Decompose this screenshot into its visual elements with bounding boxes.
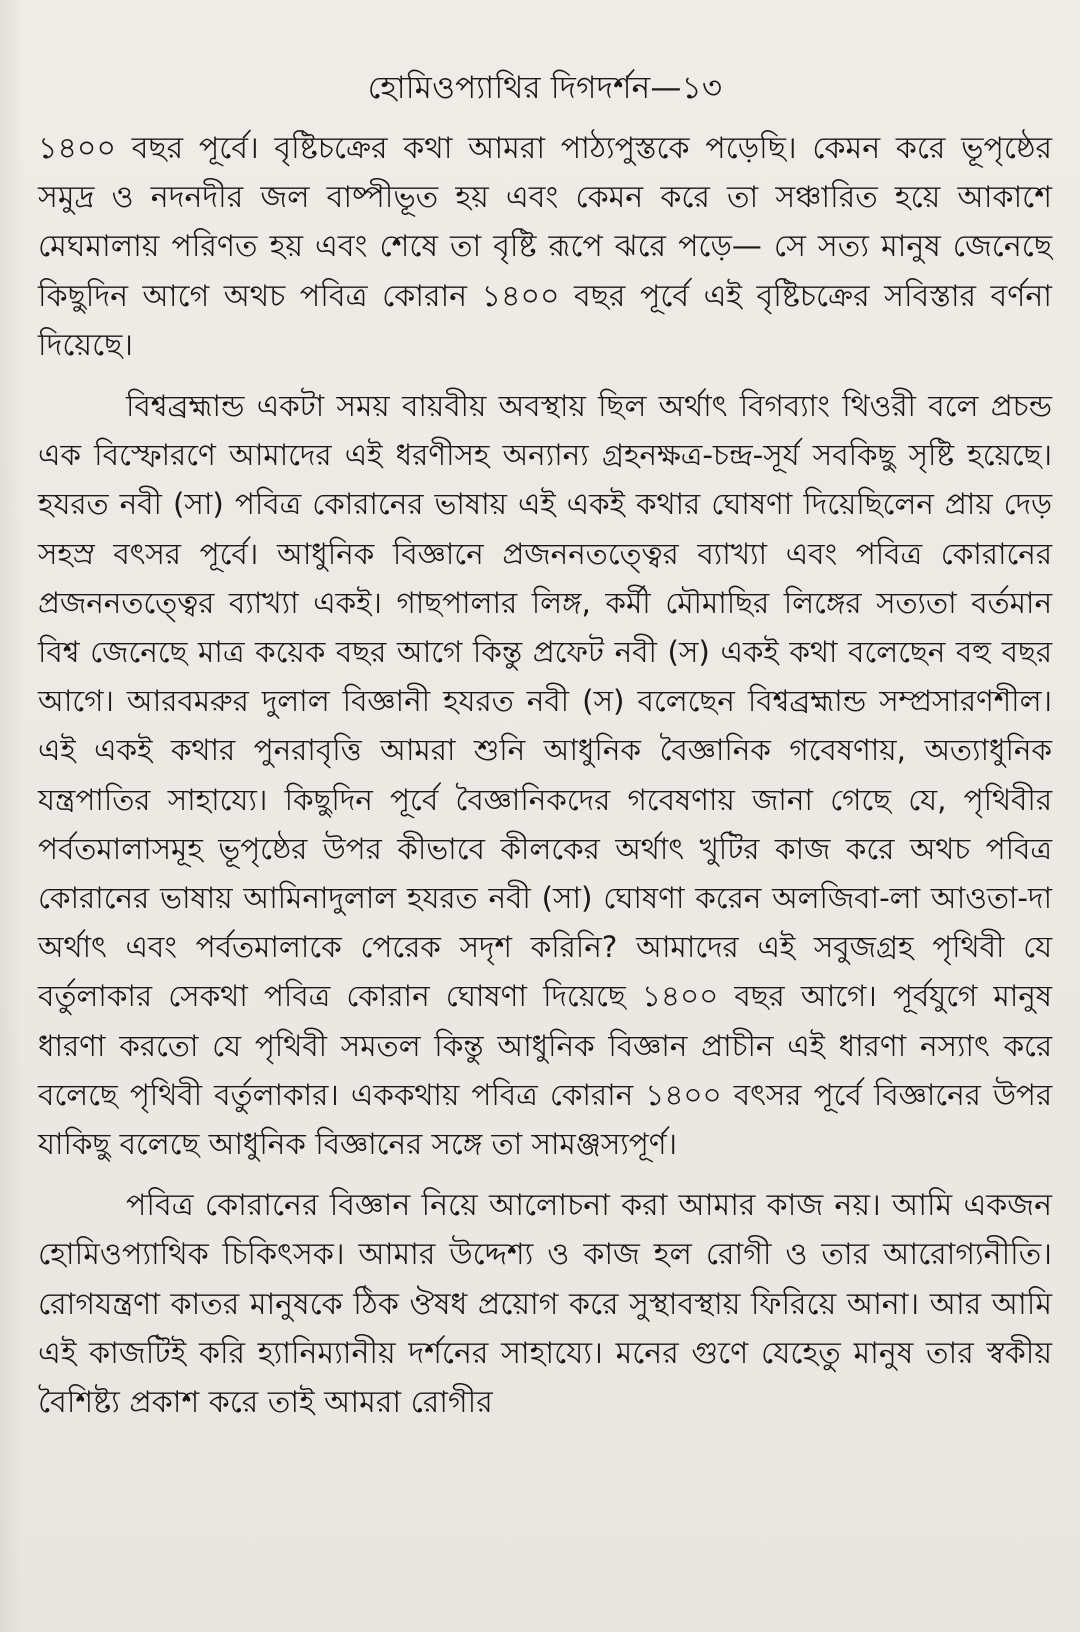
running-head: হোমিওপ্যাথির দিগদর্শন—১৩ <box>367 70 723 106</box>
paragraph-2: বিশ্বব্রহ্মান্ড একটা সময় বায়বীয় অবস্থায় ছিল অর্থাৎ বিগব্যাং থিওরী বলে প্রচন্ড এক বিস্ফোরণে আমাদের এই ধরণীসহ অন্যান্য গ্রহনক্ষত্র-চন্দ্র-সূর্য সবকিছু সৃষ্টি হয়েছে। হযরত নবী (সা) পবিত্র কোরানের ভাষায় এই একই কথার ঘোষণা দিয়েছিলেন প্রায় দেড় সহস্র বৎসর পূর্বে। আধুনিক বিজ্ঞানে প্রজননতত্ত্বের ব্যাখ্যা এবং পবিত্র কোরানের প্রজননতত্ত্বের ব্যাখ্যা একই। গাছপালার লিঙ্গ, কর্মী মৌমাছির লিঙ্গের সত্যতা বর্তমান বিশ্ব জেনেছে মাত্র কয়েক বছর আগে কিন্তু প্রফেট নবী (স) একই কথা বলেছেন বহু বছর আগে। আরবমরুর দুলাল বিজ্ঞানী হযরত নবী (স) বলেছেন বিশ্বব্রহ্মান্ড সম্প্রসারণশীল। এই একই কথার পুনরাবৃত্তি আমরা শুনি আধুনিক বৈজ্ঞানিক গবেষণায়, অত্যাধুনিক যন্ত্রপাতির সাহায্যে। কিছুদিন পূর্বে বৈজ্ঞানিকদের গবেষণায় জানা গেছে যে, পৃথিবীর পর্বতমালাসমূহ ভূপৃষ্ঠের উপর কীভাবে কীলকের অর্থাৎ খুটির কাজ করে অথচ পবিত্র কোরানের ভাষায় আমিনাদুলাল হযরত নবী (সা) ঘোষণা করেন অলজিবা-লা আওতা-দা অর্থাৎ এবং পর্বতমালাকে পেরেক সদৃশ করিনি? আমাদের এই সবুজগ্রহ পৃথিবী যে বর্তুলাকার সেকথা পবিত্র কোরান ঘোষণা দিয়েছে ১৪০০ বছর আগে। পূর্বযুগে মানুষ ধারণা করতো যে পৃথিবী সমতল কিন্তু আধুনিক বিজ্ঞান প্রাচীন এই ধারণা নস্যাৎ করে বলেছে পৃথিবী বর্তুলাকার। এককথায় পবিত্র কোরান ১৪০০ বৎসর পূর্বে বিজ্ঞানের উপর যাকিছু বলেছে আধুনিক বিজ্ঞানের সঙ্গে তা সামঞ্জস্যপূর্ণ। <box>38 389 1052 1162</box>
paragraph-3: পবিত্র কোরানের বিজ্ঞান নিয়ে আলোচনা করা আমার কাজ নয়। আমি একজন হোমিওপ্যাথিক চিকিৎসক। আমার উদ্দেশ্য ও কাজ হল রোগী ও তার আরোগ্যনীতি। রোগযন্ত্রণা কাতর মানুষকে ঠিক ঔষধ প্রয়োগ করে সুস্থাবস্থায় ফিরিয়ে আনা। আর আমি এই কাজটিই করি হ্যানিম্যানীয় দর্শনের সাহায্যে। মনের গুণে যেহেতু মানুষ তার স্বকীয় বৈশিষ্ট্য প্রকাশ করে তাই আমরা রোগীর <box>38 1188 1052 1421</box>
paragraph-1: ১৪০০ বছর পূর্বে। বৃষ্টিচক্রের কথা আমরা পাঠ্যপুস্তকে পড়েছি। কেমন করে ভূপৃষ্ঠের সমুদ্র ও নদনদীর জল বাষ্পীভূত হয় এবং কেমন করে তা সঞ্চারিত হয়ে আকাশে মেঘমালায় পরিণত হয় এবং শেষে তা বৃষ্টি রূপে ঝরে পড়ে— সে সত্য মানুষ জেনেছে কিছুদিন আগে অথচ পবিত্র কোরান ১৪০০ বছর পূর্বে এই বৃষ্টিচক্রের সবিস্তার বর্ণনা দিয়েছে। <box>38 131 1052 363</box>
